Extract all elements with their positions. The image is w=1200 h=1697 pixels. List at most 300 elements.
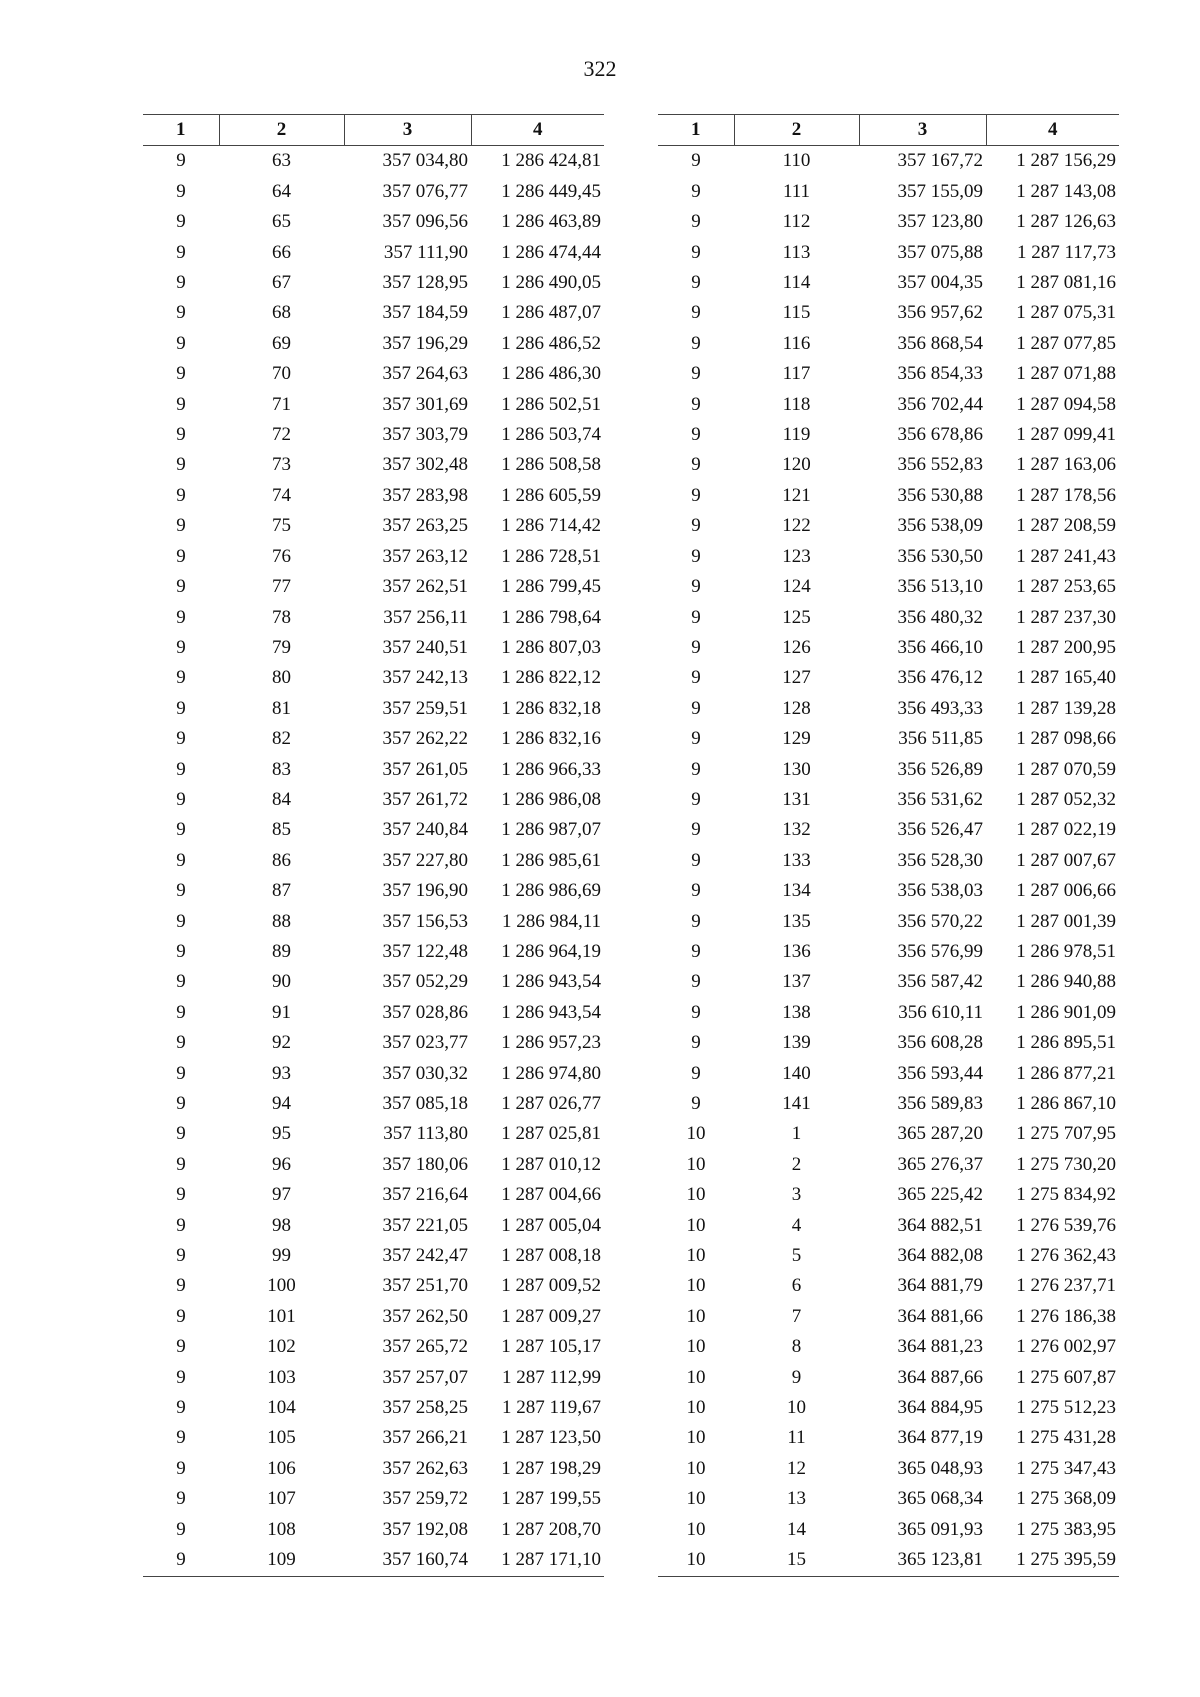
point-number-cell: 98 [272,1214,291,1236]
x-coordinate-cell: 357 085,18 [382,1093,468,1114]
contour-number-cell: 9 [691,880,701,902]
x-coordinate-cell: 357 242,13 [382,667,468,689]
table-row [658,572,1119,602]
contour-number-cell: 9 [691,819,701,841]
point-number-cell: 78 [272,606,291,628]
contour-number-cell: 9 [691,636,701,658]
table-row [143,846,604,876]
y-coordinate-cell: 1 286 877,21 [1016,1062,1116,1084]
y-coordinate-cell: 1 286 487,07 [501,302,601,324]
x-coordinate-cell: 357 227,80 [382,849,468,871]
table-row [658,1515,1119,1545]
table-row [143,1545,604,1576]
contour-number-cell: 9 [176,1457,186,1479]
point-number-cell: 127 [782,667,811,689]
x-coordinate-cell: 356 552,83 [897,454,983,476]
contour-number-cell: 9 [176,788,186,810]
y-coordinate-cell: 1 287 052,32 [1016,788,1116,810]
point-number-cell: 123 [782,545,811,567]
y-coordinate-cell: 1 276 186,38 [1016,1305,1116,1327]
x-coordinate-cell: 365 123,81 [859,1545,986,1576]
table-row [658,967,1119,997]
point-number-cell: 68 [272,302,291,324]
contour-number-cell: 10 [686,1427,706,1449]
y-coordinate-cell: 1 286 714,42 [501,515,601,537]
table-row [658,1454,1119,1484]
table-row [143,603,604,633]
point-number-cell: 119 [782,424,811,446]
table-row [143,207,604,237]
point-number-cell: 125 [782,606,811,628]
table-row [658,1150,1119,1180]
point-number-cell: 94 [272,1093,291,1114]
y-coordinate-cell: 1 286 867,10 [1016,1093,1116,1114]
point-number-cell: 129 [782,728,811,750]
point-number-cell: 124 [782,576,811,598]
table-row [143,1423,604,1453]
y-coordinate-cell: 1 287 022,19 [1016,819,1116,841]
contour-number-cell: 9 [691,667,701,689]
x-coordinate-cell: 357 221,05 [382,1214,468,1236]
table-row [658,1393,1119,1423]
x-coordinate-cell: 357 301,69 [382,393,468,415]
table-row [658,1059,1119,1089]
table-row [143,694,604,724]
point-number-cell: 132 [782,819,811,841]
x-coordinate-cell: 356 957,62 [897,302,983,324]
point-number-cell: 6 [791,1275,802,1297]
table-row [658,1484,1119,1514]
x-coordinate-cell: 357 261,05 [382,758,468,780]
y-coordinate-cell: 1 276 237,71 [1016,1275,1116,1297]
table-row [143,755,604,785]
point-number-cell: 100 [267,1275,296,1297]
point-number-cell: 2 [791,1153,802,1175]
table-row [143,146,604,177]
y-coordinate-cell: 1 287 010,12 [501,1153,601,1175]
x-coordinate-cell: 357 122,48 [382,940,468,962]
contour-number-cell: 9 [691,363,701,385]
table-row [143,1484,604,1514]
x-coordinate-cell: 356 587,42 [897,971,983,993]
table-row [658,876,1119,906]
y-coordinate-cell: 1 287 005,04 [501,1214,601,1236]
y-coordinate-cell: 1 286 943,54 [501,971,601,993]
y-coordinate-cell: 1 286 957,23 [501,1032,601,1054]
contour-number-cell: 9 [176,819,186,841]
contour-number-cell: 9 [691,332,701,354]
y-coordinate-cell: 1 287 008,18 [501,1245,601,1267]
point-number-cell: 101 [267,1305,296,1327]
x-coordinate-cell: 357 184,59 [382,302,468,324]
contour-number-cell: 10 [686,1366,706,1388]
x-coordinate-cell: 357 256,11 [383,606,468,628]
table-row [658,511,1119,541]
contour-number-cell: 9 [176,332,186,354]
contour-number-cell: 9 [176,606,186,628]
contour-number-cell: 9 [691,484,701,506]
table-row [658,755,1119,785]
y-coordinate-cell: 1 287 117,73 [1016,241,1116,263]
y-coordinate-cell: 1 286 502,51 [501,393,601,415]
y-coordinate-cell: 1 287 025,81 [501,1123,601,1145]
point-number-cell: 117 [782,363,811,385]
point-number-cell: 83 [272,758,291,780]
contour-number-cell: 9 [691,1093,701,1114]
contour-number-cell: 9 [691,454,701,476]
table-row [143,1454,604,1484]
x-coordinate-cell: 364 881,66 [897,1305,983,1327]
table-row [658,420,1119,450]
y-coordinate-cell: 1 276 002,97 [1016,1336,1116,1358]
table-row [143,1150,604,1180]
contour-number-cell: 10 [686,1245,706,1267]
x-coordinate-cell: 357 263,25 [382,515,468,537]
contour-number-cell: 9 [176,211,186,233]
point-number-cell: 69 [272,332,291,354]
contour-number-cell: 9 [691,424,701,446]
table-row [658,1211,1119,1241]
y-coordinate-cell: 1 287 163,06 [1016,454,1116,476]
x-coordinate-cell: 356 702,44 [897,393,983,415]
y-coordinate-cell: 1 275 395,59 [986,1545,1119,1576]
contour-number-cell: 9 [176,880,186,902]
x-coordinate-cell: 356 610,11 [898,1001,983,1023]
contour-number-cell: 10 [686,1184,706,1206]
table-row [658,1028,1119,1058]
column-header-1: 1 [143,115,219,146]
y-coordinate-cell: 1 275 347,43 [1016,1457,1116,1479]
table-row [143,390,604,420]
point-number-cell: 108 [267,1518,296,1540]
table-row [143,298,604,328]
contour-number-cell: 9 [176,910,186,932]
x-coordinate-cell: 365 048,93 [897,1457,983,1479]
point-number-cell: 67 [272,272,291,294]
point-number-cell: 111 [782,180,811,202]
x-coordinate-cell: 357 128,95 [382,272,468,294]
table-row [658,663,1119,693]
y-coordinate-cell: 1 287 099,41 [1016,424,1116,446]
point-number-cell: 85 [272,819,291,841]
y-coordinate-cell: 1 287 081,16 [1016,272,1116,294]
contour-number-cell: 10 [686,1153,706,1175]
contour-number-cell: 9 [176,363,186,385]
table-row [143,1059,604,1089]
x-coordinate-cell: 356 526,47 [897,819,983,841]
contour-number-cell: 9 [691,1032,701,1054]
point-number-cell: 86 [272,849,291,871]
table-row [658,1363,1119,1393]
contour-number-cell: 9 [176,1336,186,1358]
x-coordinate-cell: 364 884,95 [897,1397,983,1419]
table-row [143,998,604,1028]
point-number-cell: 116 [782,332,811,354]
contour-number-cell: 9 [691,697,701,719]
point-number-cell: 89 [272,940,291,962]
table-row [658,633,1119,663]
x-coordinate-cell: 357 034,80 [382,150,468,172]
x-coordinate-cell: 356 513,10 [897,576,983,598]
x-coordinate-cell: 356 678,86 [897,424,983,446]
x-coordinate-cell: 357 004,35 [897,272,983,294]
x-coordinate-cell: 356 854,33 [897,363,983,385]
table-row [658,359,1119,389]
y-coordinate-cell: 1 286 449,45 [501,180,601,202]
x-coordinate-cell: 356 528,30 [897,849,983,871]
y-coordinate-cell: 1 286 822,12 [501,667,601,689]
y-coordinate-cell: 1 286 895,51 [1016,1032,1116,1054]
point-number-cell: 10 [787,1397,806,1419]
y-coordinate-cell: 1 287 026,77 [501,1093,601,1114]
x-coordinate-cell: 357 096,56 [382,211,468,233]
table-row [143,663,604,693]
point-number-cell: 4 [791,1214,802,1236]
point-number-cell: 76 [272,545,291,567]
y-coordinate-cell: 1 286 486,30 [501,363,601,385]
table-row [143,572,604,602]
y-coordinate-cell: 1 287 070,59 [1016,758,1116,780]
point-number-cell: 118 [782,393,811,415]
point-number-cell: 121 [782,484,811,506]
contour-number-cell: 9 [176,272,186,294]
table-row [658,785,1119,815]
x-coordinate-cell: 357 030,32 [382,1062,468,1084]
point-number-cell: 138 [782,1001,811,1023]
x-coordinate-cell: 357 156,53 [382,910,468,932]
x-coordinate-cell: 365 276,37 [897,1153,983,1175]
y-coordinate-cell: 1 287 237,30 [1016,606,1116,628]
contour-number-cell: 9 [176,515,186,537]
x-coordinate-cell: 356 493,33 [897,697,983,719]
x-coordinate-cell: 357 258,25 [382,1397,468,1419]
contour-number-cell: 9 [176,454,186,476]
x-coordinate-cell: 356 608,28 [897,1032,983,1054]
table-row [658,329,1119,359]
contour-number-cell: 9 [176,576,186,598]
x-coordinate-cell: 357 216,64 [382,1184,468,1206]
x-coordinate-cell: 357 261,72 [382,788,468,810]
x-coordinate-cell: 357 302,48 [382,454,468,476]
point-number-cell: 90 [272,971,291,993]
table-row [143,511,604,541]
table-row [143,420,604,450]
point-number-cell: 65 [272,211,291,233]
x-coordinate-cell: 356 593,44 [897,1062,983,1084]
x-coordinate-cell: 357 262,22 [382,728,468,750]
y-coordinate-cell: 1 286 463,89 [501,211,601,233]
point-number-cell: 130 [782,758,811,780]
contour-number-cell: 9 [176,393,186,415]
table-row [658,937,1119,967]
point-number-cell: 104 [267,1397,296,1419]
x-coordinate-cell: 357 240,51 [382,636,468,658]
table-row [658,207,1119,237]
x-coordinate-cell: 357 167,72 [897,150,983,172]
y-coordinate-cell: 1 287 112,99 [501,1366,601,1388]
table-row [143,542,604,572]
point-number-cell: 73 [272,454,291,476]
y-coordinate-cell: 1 286 832,18 [501,697,601,719]
table-row [658,1241,1119,1271]
table-row [143,1211,604,1241]
point-number-cell: 84 [272,788,291,810]
x-coordinate-cell: 364 881,23 [897,1336,983,1358]
table-row [658,298,1119,328]
contour-number-cell: 9 [176,1062,186,1084]
contour-number-cell: 10 [686,1123,706,1145]
contour-number-cell: 9 [691,302,701,324]
contour-number-cell: 9 [176,971,186,993]
y-coordinate-cell: 1 286 832,16 [501,728,601,750]
x-coordinate-cell: 365 287,20 [897,1123,983,1145]
y-coordinate-cell: 1 287 007,67 [1016,849,1116,871]
point-number-cell: 80 [272,667,291,689]
point-number-cell: 74 [272,484,291,506]
x-coordinate-cell: 357 155,09 [897,180,983,202]
contour-number-cell: 9 [176,1275,186,1297]
point-number-cell: 9 [791,1366,802,1388]
y-coordinate-cell: 1 287 199,55 [501,1488,601,1510]
point-number-cell: 99 [272,1245,291,1267]
contour-number-cell: 9 [176,1366,186,1388]
y-coordinate-cell: 1 286 966,33 [501,758,601,780]
point-number-cell: 136 [782,940,811,962]
table-body [143,146,604,1576]
point-number-cell: 64 [272,180,291,202]
x-coordinate-cell: 357 123,80 [897,211,983,233]
x-coordinate-cell: 356 466,10 [897,636,983,658]
y-coordinate-cell: 1 287 119,67 [501,1397,601,1419]
point-number-cell: 103 [267,1366,296,1388]
point-number-cell: 14 [787,1518,806,1540]
table-row [658,1119,1119,1149]
table-header-row [658,115,1119,146]
contour-number-cell: 9 [691,545,701,567]
table-row [658,998,1119,1028]
contour-number-cell: 9 [176,849,186,871]
table-row [143,967,604,997]
y-coordinate-cell: 1 287 253,65 [1016,576,1116,598]
table-row [658,724,1119,754]
point-number-cell: 126 [782,636,811,658]
y-coordinate-cell: 1 287 006,66 [1016,880,1116,902]
point-number-cell: 63 [272,150,291,172]
table-row [658,390,1119,420]
x-coordinate-cell: 356 538,03 [897,880,983,902]
point-number-cell: 137 [782,971,811,993]
point-number-cell: 72 [272,424,291,446]
point-number-cell: 93 [272,1062,291,1084]
x-coordinate-cell: 357 076,77 [382,180,468,202]
point-number-cell: 66 [272,241,291,263]
contour-number-cell: 9 [691,211,701,233]
x-coordinate-cell: 365 091,93 [897,1518,983,1540]
point-number-cell: 135 [782,910,811,932]
column-header-1: 1 [658,115,734,146]
x-coordinate-cell: 364 882,08 [897,1245,983,1267]
point-number-cell: 75 [272,515,291,537]
x-coordinate-cell: 357 075,88 [897,241,983,263]
contour-number-cell: 9 [691,971,701,993]
point-number-cell: 11 [787,1427,806,1449]
column-header-4: 4 [471,115,604,146]
contour-number-cell: 10 [686,1305,706,1327]
y-coordinate-cell: 1 287 208,70 [501,1518,601,1540]
contour-number-cell: 9 [176,1153,186,1175]
y-coordinate-cell: 1 287 171,10 [471,1545,604,1576]
y-coordinate-cell: 1 287 105,17 [501,1336,601,1358]
contour-number-cell: 9 [176,545,186,567]
y-coordinate-cell: 1 287 004,66 [501,1184,601,1206]
table-row [143,481,604,511]
table-row [658,238,1119,268]
table-body [658,146,1119,1576]
table-row [143,1302,604,1332]
point-number-cell: 91 [272,1001,291,1023]
x-coordinate-cell: 357 262,63 [382,1457,468,1479]
contour-number-cell: 9 [176,180,186,202]
x-coordinate-cell: 356 530,50 [897,545,983,567]
table-row [143,177,604,207]
point-number-cell: 131 [782,788,811,810]
x-coordinate-cell: 357 303,79 [382,424,468,446]
y-coordinate-cell: 1 287 075,31 [1016,302,1116,324]
contour-number-cell: 10 [686,1397,706,1419]
table-row [658,1089,1119,1119]
contour-number-cell: 9 [691,1062,701,1084]
contour-number-cell: 10 [686,1457,706,1479]
x-coordinate-cell: 356 511,85 [898,728,983,750]
x-coordinate-cell: 356 531,62 [897,788,983,810]
y-coordinate-cell: 1 286 943,54 [501,1001,601,1023]
y-coordinate-cell: 1 287 126,63 [1016,211,1116,233]
contour-number-cell: 9 [176,1123,186,1145]
y-coordinate-cell: 1 275 607,87 [1016,1366,1116,1388]
x-coordinate-cell: 357 257,07 [382,1366,468,1388]
table-row [143,876,604,906]
y-coordinate-cell: 1 287 165,40 [1016,667,1116,689]
x-coordinate-cell: 357 283,98 [382,484,468,506]
x-coordinate-cell: 356 530,88 [897,484,983,506]
table-row [658,1332,1119,1362]
y-coordinate-cell: 1 276 362,43 [1016,1245,1116,1267]
contour-number-cell: 9 [176,697,186,719]
contour-number-cell: 9 [176,241,186,263]
point-number-cell: 106 [267,1457,296,1479]
y-coordinate-cell: 1 286 985,61 [501,849,601,871]
contour-number-cell: 9 [691,788,701,810]
y-coordinate-cell: 1 275 431,28 [1016,1427,1116,1449]
point-number-cell: 122 [782,515,811,537]
point-number-cell: 3 [791,1184,802,1206]
contour-number-cell: 9 [691,241,701,263]
coordinates-table-left [143,114,604,1577]
x-coordinate-cell: 365 068,34 [897,1488,983,1510]
table-row [658,815,1119,845]
point-number-cell: 79 [272,636,291,658]
x-coordinate-cell: 357 259,72 [382,1488,468,1510]
y-coordinate-cell: 1 286 986,69 [501,880,601,902]
table-row [143,1363,604,1393]
table-row [658,450,1119,480]
table-row [658,1423,1119,1453]
y-coordinate-cell: 1 287 001,39 [1016,910,1116,932]
point-number-cell: 71 [272,393,291,415]
contour-number-cell: 9 [176,728,186,750]
table-row [143,329,604,359]
y-coordinate-cell: 1 286 987,07 [501,819,601,841]
